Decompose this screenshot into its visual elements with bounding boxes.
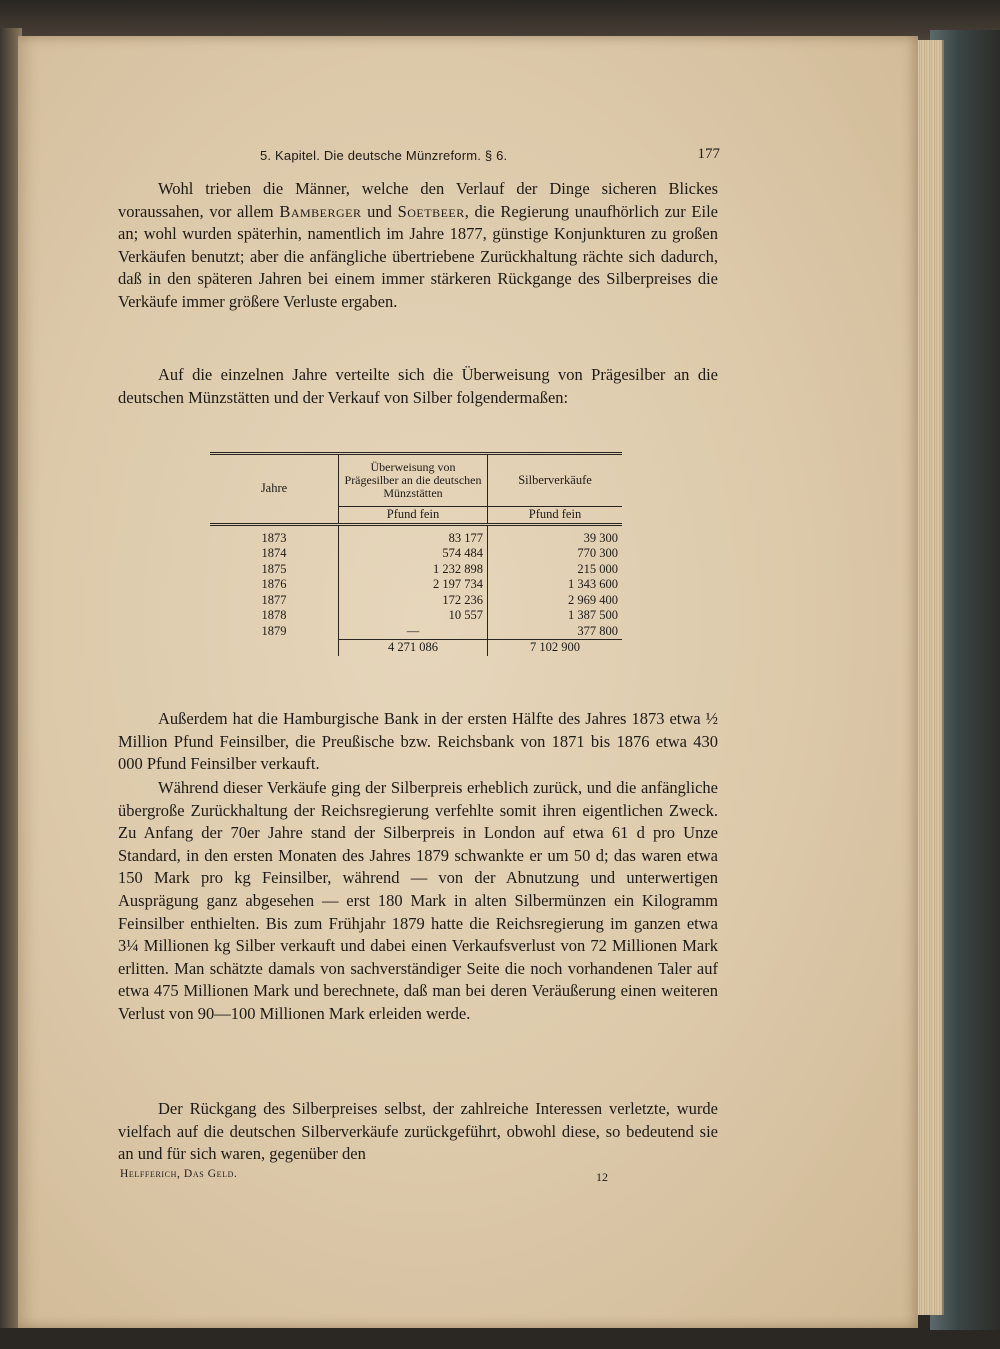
running-head: [260, 146, 720, 170]
name-soetbeer: Soetbeer: [397, 201, 465, 221]
table-cell-transfer: 10 557: [339, 608, 488, 624]
table-cell-sales: 770 300: [577, 546, 618, 560]
table-cell-year: 1876: [210, 577, 339, 593]
table-cell-year: 1877: [210, 593, 339, 609]
table-cell-sales: 1 387 500: [568, 608, 618, 622]
table-cell-year: 1875: [210, 562, 339, 578]
footer-author-title: Helfferich, Das Geld.: [120, 1168, 238, 1180]
table-cell-transfer: —: [339, 624, 488, 640]
paragraph-4: Während dieser Verkäufe ging der Silberpreis erheblich zurück, und die anfängliche übergroße Zurückhaltung der Reichsregierung verfehlte somit ihren eigentlichen Zweck. Zu Anfang der 70er Jahre stand der Silberpreis in London auf etwa 61 d pro Unze Standard, in den ersten Monaten des Jahres 1879 schwankte er um 50 d; das waren etwa 150 Mark pro kg Feinsilber, während — von der Abnutzung und unterwertigen Ausprägung ganz abgesehen — erst 180 Mark in alten Silbermünzen ein Kilogramm Feinsilber enthielten. Bis zum Frühjahr 1879 hatte die Reichsregierung im ganzen etwa 3¼ Millionen kg Silber verkauft und dabei einen Verkaufsverlust von 72 Millionen Mark erlitten. Man schätzte damals von sachverständiger Seite die noch vorhandenen Taler auf etwa 475 Millionen Mark und berechnete, daß man bei deren Veräußerung einen weiteren Verlust von 90—100 Millionen Mark erleiden werde.: [118, 778, 718, 1023]
table-total-sales: 7 102 900: [488, 640, 623, 656]
name-bamberger: Bamberger: [279, 201, 362, 221]
footer-signature: 12: [596, 1170, 608, 1184]
page-number: 177: [697, 146, 720, 162]
table-header-sales: Silberverkäufe: [518, 472, 592, 487]
paragraph-5: Der Rückgang des Silberpreises selbst, der zahlreiche Interessen verletzte, wurde vielfach auf die deutschen Silberverkäufe zurückgeführt, obwohl diese, so bedeutend sie an und für sich waren, gegenüber den: [118, 1099, 718, 1164]
table-row: [210, 608, 622, 624]
table-cell-year: 1878: [210, 608, 339, 624]
table-cell-transfer: 2 197 734: [339, 577, 488, 593]
table-row: [210, 593, 622, 609]
table-cell-year: 1874: [210, 546, 339, 562]
table-row: [210, 546, 622, 562]
table-total-row: [210, 640, 622, 656]
table-unit-sales: Pfund fein: [488, 507, 623, 525]
table-row: [210, 624, 622, 640]
paragraph-3: Außerdem hat die Hamburgische Bank in der ersten Hälfte des Jahres 1873 etwa ½ Million Pfund Feinsilber, die Preußische bzw. Reichsbank von 1871 bis 1876 etwa 430 000 Pfund Feinsilber verkauft.: [118, 709, 718, 774]
table-row: [210, 577, 622, 593]
paragraph-1: [118, 178, 718, 314]
table-cell-sales: 2 969 400: [568, 592, 618, 607]
table-total-transfer: 4 271 086: [339, 640, 488, 656]
table-cell-sales: 39 300: [583, 530, 618, 545]
paragraph-1-text-c: , die Regierung unaufhörlich zur Eile an; wohl wurden späterhin, namentlich im Jahre 1877, günstige Konjunkturen zu großen Verkäufen benutzt; aber die anfängliche übertriebene Zurückhaltung rächte sich dadurch, daß in den späteren Jahren bei einem immer stärkeren Rückgange des Silberpreises die Verkäufe immer größere Verluste ergaben.: [118, 201, 719, 311]
table-cell-sales: 215 000: [577, 561, 618, 576]
table-cell-transfer: 172 236: [339, 593, 488, 609]
paragraph-1-text-b: und: [361, 201, 398, 221]
table-unit-transfer: Pfund fein: [339, 507, 488, 525]
table-row: [210, 524, 622, 546]
table-cell-sales: 377 800: [577, 623, 618, 638]
table-cell-year: 1873: [210, 524, 339, 546]
table-cell-sales: 1 343 600: [568, 577, 618, 591]
table-row: [210, 562, 622, 578]
table-cell-transfer: 1 232 898: [339, 562, 488, 578]
paragraph-2: Auf die einzelnen Jahre verteilte sich die Überweisung von Prägesilber an die deutschen Münzstätten und der Verkauf von Silber folgendermaßen:: [118, 365, 718, 407]
table-header-transfer: Überweisung von Prägesilber an die deutschen Münzstätten: [339, 454, 488, 507]
paragraph-1-text-a: Wohl trieben die Männer, welche den Verlauf der Dinge sicheren Blickes voraussahen, vor allem: [118, 179, 718, 221]
table-header-year: Jahre: [210, 454, 339, 525]
table-cell-transfer: 83 177: [339, 524, 488, 546]
book-top-board: [0, 0, 1000, 40]
silver-table: [210, 452, 622, 656]
table-cell-transfer: 574 484: [339, 546, 488, 562]
table-cell-year: 1879: [210, 624, 339, 640]
running-head-title: 5. Kapitel. Die deutsche Münzreform. § 6.: [260, 148, 508, 163]
